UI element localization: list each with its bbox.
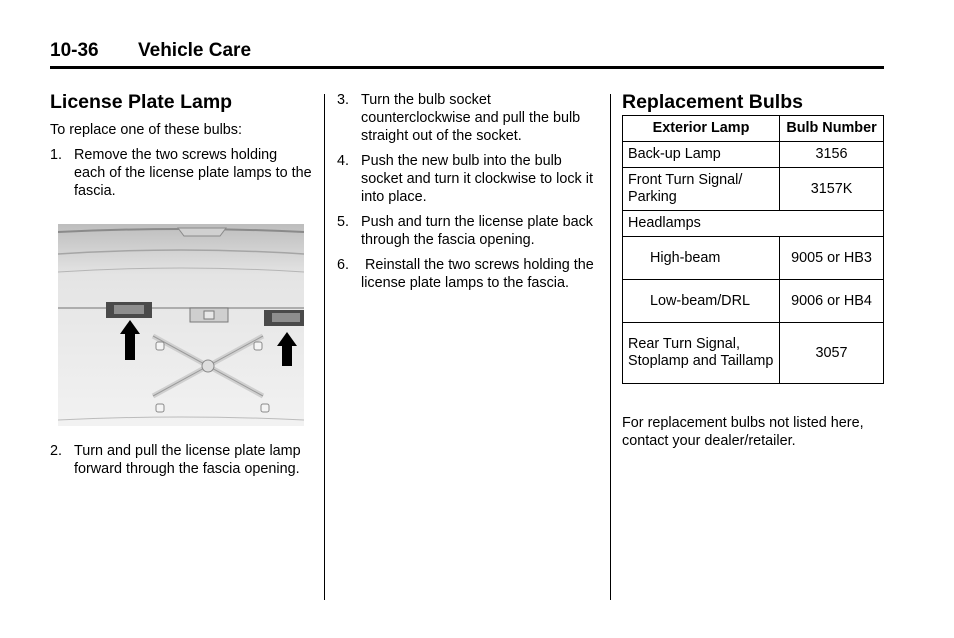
step-number: 3. xyxy=(337,92,350,108)
page-number: 10-36 xyxy=(50,40,99,61)
table-row xyxy=(623,280,884,323)
step-number: 4. xyxy=(337,153,350,169)
table-row xyxy=(623,211,884,237)
step-2 xyxy=(50,442,312,478)
table-row xyxy=(623,168,884,211)
step-text: Reinstall the two screws holding the license plate lamps to the fascia. xyxy=(361,257,598,291)
step-number: 5. xyxy=(337,214,350,230)
left-column-lower xyxy=(50,442,312,478)
table-row xyxy=(623,142,884,168)
left-column xyxy=(50,90,312,200)
column-header-bulb-number: Bulb Number xyxy=(780,116,884,142)
right-column xyxy=(622,90,884,114)
step-number: 1. xyxy=(50,147,63,163)
middle-column xyxy=(337,91,599,292)
step-4 xyxy=(337,152,599,206)
cell-lamp: Low-beam/DRL xyxy=(623,280,780,323)
cell-lamp: High-beam xyxy=(623,237,780,280)
step-6 xyxy=(337,256,599,292)
step-number: 2. xyxy=(50,443,63,459)
replacement-note: For replacement bulbs not listed here, contact your dealer/retailer. xyxy=(622,415,864,449)
section-title: Vehicle Care xyxy=(138,40,252,61)
page-header xyxy=(50,38,884,69)
section-heading-replacement-bulbs: Replacement Bulbs xyxy=(622,91,803,113)
step-3 xyxy=(337,91,599,145)
cell-bulb: 3157K xyxy=(780,168,884,211)
step-text: Push and turn the license plate back through the fascia opening. xyxy=(361,214,593,248)
cell-bulb: 9005 or HB3 xyxy=(780,237,884,280)
right-column-note xyxy=(622,414,872,450)
table-row xyxy=(623,323,884,384)
replacement-bulbs-table xyxy=(622,115,884,384)
step-number: 6. xyxy=(337,257,350,273)
cell-bulb: 3057 xyxy=(780,323,884,384)
step-text: Push the new bulb into the bulb socket and turn it clockwise to lock it into place. xyxy=(361,153,593,205)
fascia-illustration xyxy=(58,224,304,426)
table-row xyxy=(623,237,884,280)
cell-lamp: Front Turn Signal/ Parking xyxy=(623,168,780,211)
column-header-exterior-lamp: Exterior Lamp xyxy=(623,116,780,142)
cell-lamp-group: Headlamps xyxy=(623,211,884,237)
step-text: Remove the two screws holding each of the license plate lamps to the fascia. xyxy=(74,147,312,199)
column-divider xyxy=(324,94,325,600)
step-1 xyxy=(50,146,312,200)
cell-lamp: Rear Turn Signal, Stoplamp and Taillamp xyxy=(623,323,780,384)
intro-text: To replace one of these bulbs: xyxy=(50,122,243,138)
license-plate-lamp-illustration xyxy=(58,224,304,426)
section-heading-license-plate-lamp: License Plate Lamp xyxy=(50,91,233,113)
table-header-row xyxy=(623,116,884,142)
cell-bulb: 3156 xyxy=(780,142,884,168)
cell-lamp: Back-up Lamp xyxy=(623,142,780,168)
step-text: Turn and pull the license plate lamp forward through the fascia opening. xyxy=(74,443,301,477)
cell-bulb: 9006 or HB4 xyxy=(780,280,884,323)
step-text: Turn the bulb socket counterclockwise and pull the bulb straight out of the socket. xyxy=(361,92,581,144)
column-divider xyxy=(610,94,611,600)
step-5 xyxy=(337,213,599,249)
